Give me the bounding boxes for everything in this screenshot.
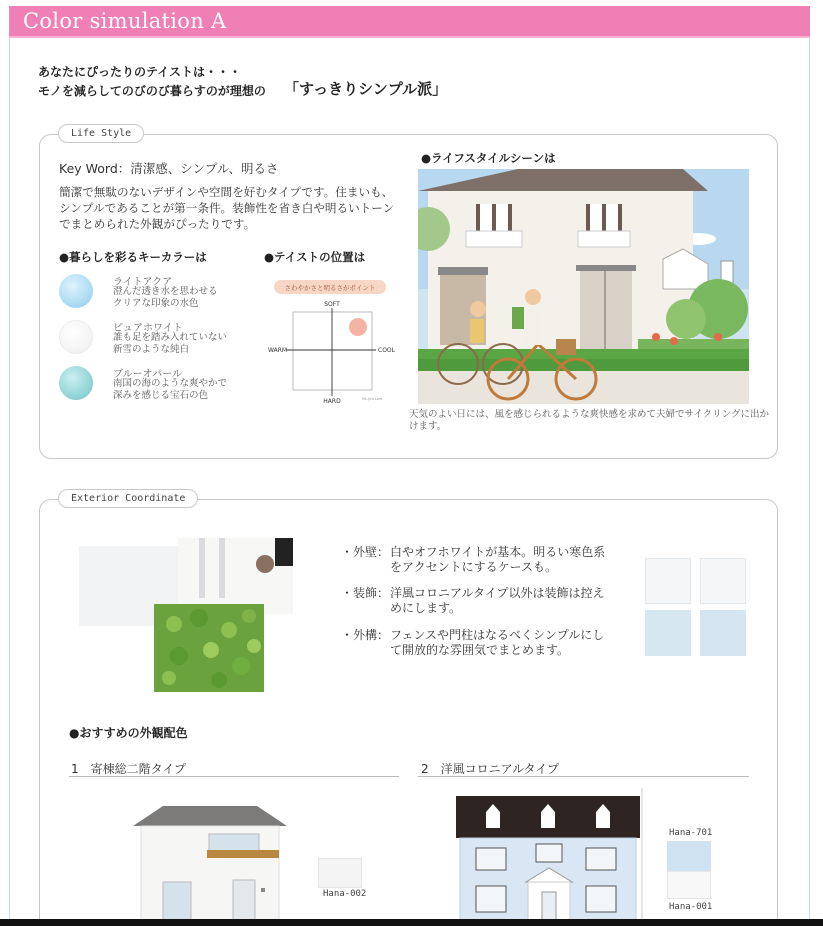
exterior-color-swatch xyxy=(645,558,691,604)
lifestyle-scene-illustration xyxy=(418,169,749,404)
taste-banner-text: さわやかさと明るさがポイント xyxy=(284,284,376,292)
key-color-desc: 誰も足を踏み入れていない xyxy=(113,332,228,343)
taste-label-hard: HARD xyxy=(323,398,341,405)
bullet-label: ・装飾： xyxy=(341,586,390,600)
key-color-desc: クリアな印象の水色 xyxy=(113,298,199,309)
intro-line-2: モノを減らしてのびのび暮らすのが理想の xyxy=(38,84,266,98)
taste-label-warm: WARM xyxy=(268,347,288,354)
recommended-colors-heading: ●おすすめの外観配色 xyxy=(69,726,188,740)
exterior-color-swatch xyxy=(700,558,746,604)
title-bar xyxy=(9,6,810,38)
lifestyle-scene-heading: ●ライフスタイルシーンは xyxy=(421,151,556,165)
key-color-swatch-light-aqua xyxy=(59,274,93,308)
key-color-name: ピュアホワイト xyxy=(113,323,183,334)
bullet-label: ・外壁： xyxy=(341,545,390,559)
intro-line-1: あなたにぴったりのテイストは・・・ xyxy=(38,65,242,79)
hana-code: Hana-001 xyxy=(669,902,713,912)
bottom-bar xyxy=(0,919,823,926)
house-type-label-1: 1 寄棟総二階タイプ xyxy=(71,762,187,776)
taste-label-soft: SOFT xyxy=(324,301,340,308)
key-color-desc: 澄んだ透き水を思わせる xyxy=(113,286,218,297)
key-color-desc: 南国の海のような爽やかで xyxy=(113,378,228,389)
hana-001-swatch xyxy=(667,871,711,899)
material-collage xyxy=(79,538,293,692)
intro-type-name: 「すっきりシンプル派」 xyxy=(284,80,448,98)
taste-credit: NS-Jiro Lore xyxy=(362,397,383,401)
key-color-name: ライトアクア xyxy=(113,277,173,288)
key-color-desc: 深みを感じる宝石の色 xyxy=(113,390,209,401)
life-style-description: 簡潔で無駄のないデザインや空間を好むタイプです。住まいも、シンプルであることが第一条件。装飾性を省き白や明るいトーンでまとめられた外観がぴったりです。 xyxy=(59,185,395,231)
taste-position-chart xyxy=(268,278,402,408)
exterior-bullet-decoration xyxy=(341,586,611,616)
hana-701-swatch xyxy=(667,841,711,871)
type-underline xyxy=(418,776,749,777)
exterior-bullet-wall xyxy=(341,545,611,575)
key-color-swatch-blue-opal xyxy=(59,366,93,400)
bullet-label: ・外構： xyxy=(341,628,390,642)
keyword-text: Key Word：清潔感、シンプル、明るさ xyxy=(59,161,279,176)
house-illustration-hip-roof xyxy=(133,806,287,926)
bullet-text: 洋風コロニアルタイプ以外は装飾は控えめにします。 xyxy=(390,586,605,615)
key-color-swatch-pure-white xyxy=(59,320,93,354)
page-title: Color simulation A xyxy=(23,9,227,33)
bullet-text: 白やオフホワイトが基本。明るい寒色系をアクセントにするケースも。 xyxy=(390,545,606,574)
life-style-tab: Life Style xyxy=(58,124,144,143)
key-color-name: ブルーオパール xyxy=(113,369,182,380)
exterior-bullet-exterior-structure xyxy=(341,628,611,658)
taste-position-heading: ●テイストの位置は xyxy=(264,250,366,264)
hana-code: Hana-701 xyxy=(669,828,713,838)
taste-position-marker xyxy=(349,318,367,336)
hana-code: Hana-002 xyxy=(323,889,367,899)
hana-002-swatch xyxy=(318,858,362,888)
taste-label-cool: COOL xyxy=(378,347,395,354)
exterior-tab: Exterior Coordinate xyxy=(58,489,198,508)
house-type-label-2: 2 洋風コロニアルタイプ xyxy=(421,762,560,776)
exterior-color-swatch xyxy=(645,610,691,656)
lifestyle-scene-caption: 天気のよい日には、風を感じられるような爽快感を求めて夫婦でサイクリングに出かけます。 xyxy=(409,409,769,432)
key-color-heading: ●暮らしを彩るキーカラーは xyxy=(59,250,207,264)
exterior-color-swatch xyxy=(700,610,746,656)
house-illustration-colonial xyxy=(456,788,646,926)
bullet-text: フェンスや門柱はなるべくシンプルにして開放的な雰囲気でまとめます。 xyxy=(390,628,605,657)
type-underline xyxy=(69,776,399,777)
key-color-desc: 新雪のような純白 xyxy=(113,344,190,355)
